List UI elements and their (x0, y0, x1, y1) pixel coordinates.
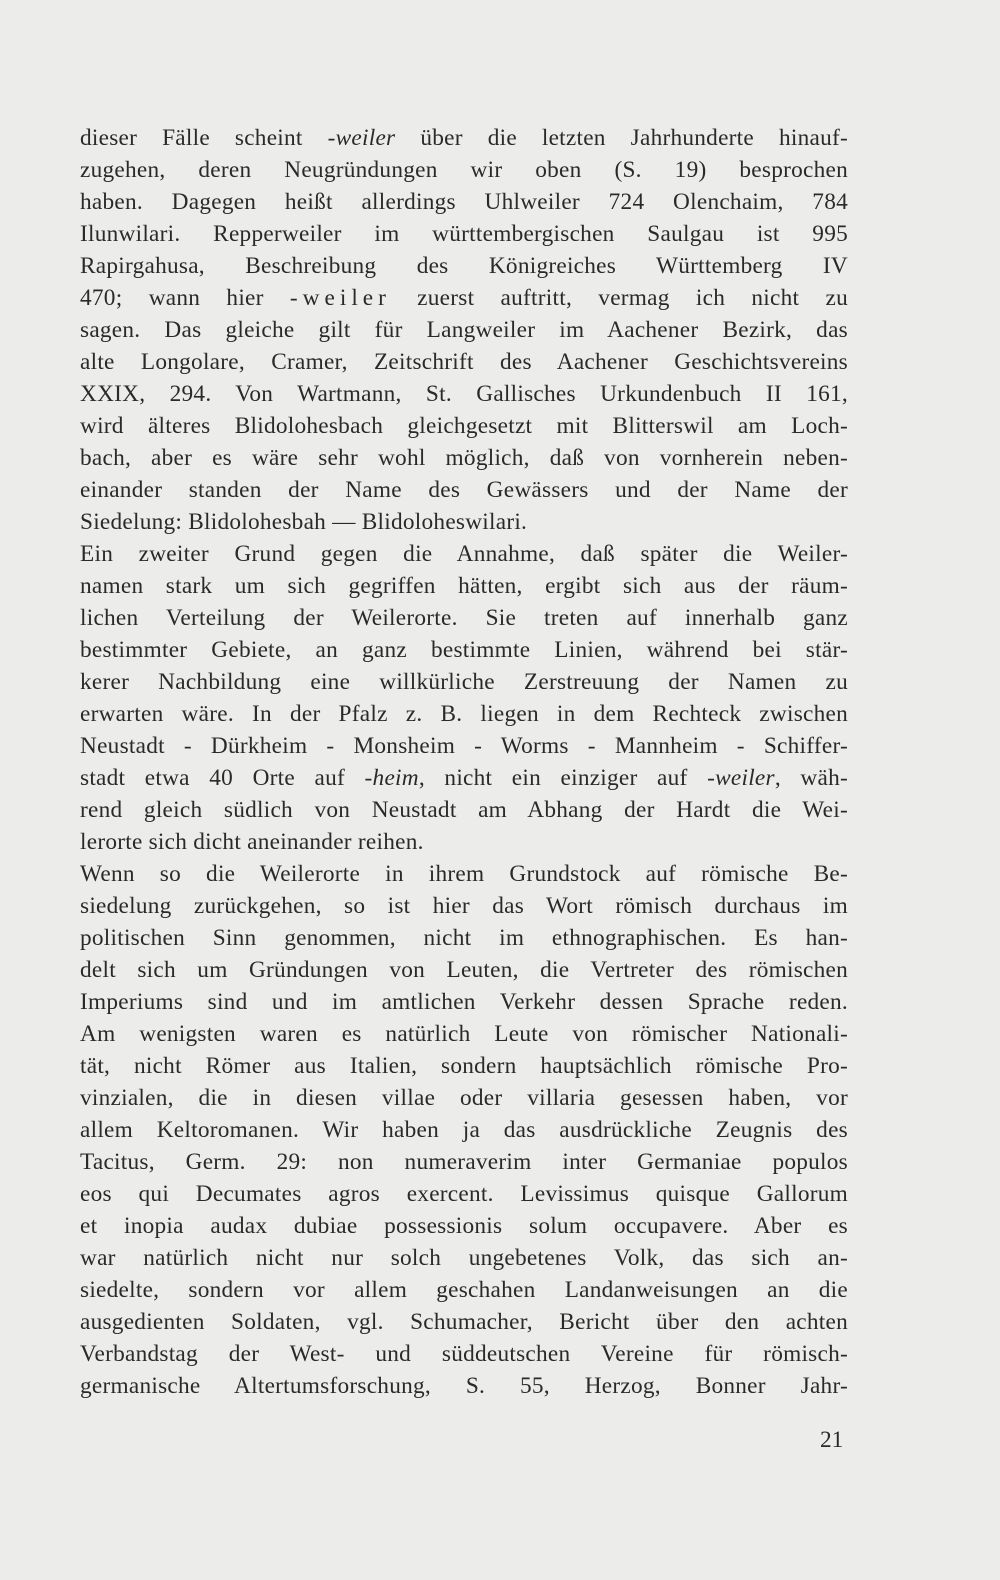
page-number: 21 (820, 1427, 844, 1453)
text-line: eos qui Decumates agros exercent. Levissimus quisque Gallorum (80, 1181, 848, 1207)
text-line: Verbandstag der West- und süddeutschen Vereine für römisch- (80, 1341, 848, 1367)
text-line: einander standen der Name des Gewässers und der Name der (80, 477, 848, 503)
text-line: siedelung zurückgehen, so ist hier das Wort römisch durchaus im (80, 893, 848, 919)
text-line: politischen Sinn genommen, nicht im ethnographischen. Es han- (80, 925, 848, 951)
text-line: alte Longolare, Cramer, Zeitschrift des Aachener Geschichtsvereins (80, 349, 848, 375)
text-line: Am wenigsten waren es natürlich Leute von römischer Nationali- (80, 1021, 848, 1047)
text-line: bach, aber es wäre sehr wohl möglich, daß von vornherein neben- (80, 445, 848, 471)
text-line: tät, nicht Römer aus Italien, sondern hauptsächlich römische Pro- (80, 1053, 848, 1079)
text-line: wird älteres Blidolohesbach gleichgesetzt mit Blitterswil am Loch- (80, 413, 848, 439)
text-line: XXIX, 294. Von Wartmann, St. Gallisches Urkundenbuch II 161, (80, 381, 848, 407)
text-line: ausgedienten Soldaten, vgl. Schumacher, Bericht über den achten (80, 1309, 848, 1335)
text-line: Imperiums sind und im amtlichen Verkehr dessen Sprache reden. (80, 989, 848, 1015)
text-line: zugehen, deren Neugründungen wir oben (S. 19) besprochen (80, 157, 848, 183)
text-line: rend gleich südlich von Neustadt am Abhang der Hardt die Wei- (80, 797, 848, 823)
text-line: siedelte, sondern vor allem geschahen Landanweisungen an die (80, 1277, 848, 1303)
text-line: Ilunwilari. Repperweiler im württembergischen Saulgau ist 995 (80, 221, 848, 247)
text-line: sagen. Das gleiche gilt für Langweiler im Aachener Bezirk, das (80, 317, 848, 343)
text-line: 470; wann hier -weiler zuerst auftritt, vermag ich nicht zu (80, 285, 848, 311)
text-line: kerer Nachbildung eine willkürliche Zerstreuung der Namen zu (80, 669, 848, 695)
text-line: war natürlich nicht nur solch ungebetenes Volk, das sich an- (80, 1245, 848, 1271)
text-line: allem Keltoromanen. Wir haben ja das ausdrückliche Zeugnis des (80, 1117, 848, 1143)
text-line: lerorte sich dicht aneinander reihen. (80, 829, 424, 855)
text-line: germanische Altertumsforschung, S. 55, Herzog, Bonner Jahr- (80, 1373, 848, 1399)
text-line: Siedelung: Blidolohesbah — Blidoloheswilari. (80, 509, 528, 535)
text-line: delt sich um Gründungen von Leuten, die Vertreter des römischen (80, 957, 848, 983)
text-line: Neustadt - Dürkheim - Monsheim - Worms - Mannheim - Schiffer- (80, 733, 848, 759)
text-line: Ein zweiter Grund gegen die Annahme, daß später die Weiler- (80, 541, 848, 567)
text-line: vinzialen, die in diesen villae oder villaria gesessen haben, vor (80, 1085, 848, 1111)
text-line: stadt etwa 40 Orte auf -heim, nicht ein einziger auf -weiler, wäh- (80, 765, 848, 791)
text-line: bestimmter Gebiete, an ganz bestimmte Linien, während bei stär- (80, 637, 848, 663)
text-line: namen stark um sich gegriffen hätten, ergibt sich aus der räum- (80, 573, 848, 599)
text-line: Wenn so die Weilerorte in ihrem Grundstock auf römische Be- (80, 861, 848, 887)
text-line: et inopia audax dubiae possessionis solum occupavere. Aber es (80, 1213, 848, 1239)
body-text (80, 122, 848, 1402)
text-line: Rapirgahusa, Beschreibung des Königreiches Württemberg IV (80, 253, 848, 279)
text-line: haben. Dagegen heißt allerdings Uhlweiler 724 Olenchaim, 784 (80, 189, 848, 215)
text-line: dieser Fälle scheint -weiler über die letzten Jahrhunderte hinauf- (80, 125, 848, 151)
text-line: erwarten wäre. In der Pfalz z. B. liegen in dem Rechteck zwischen (80, 701, 848, 727)
text-line: lichen Verteilung der Weilerorte. Sie treten auf innerhalb ganz (80, 605, 848, 631)
text-line: Tacitus, Germ. 29: non numeraverim inter Germaniae populos (80, 1149, 848, 1175)
